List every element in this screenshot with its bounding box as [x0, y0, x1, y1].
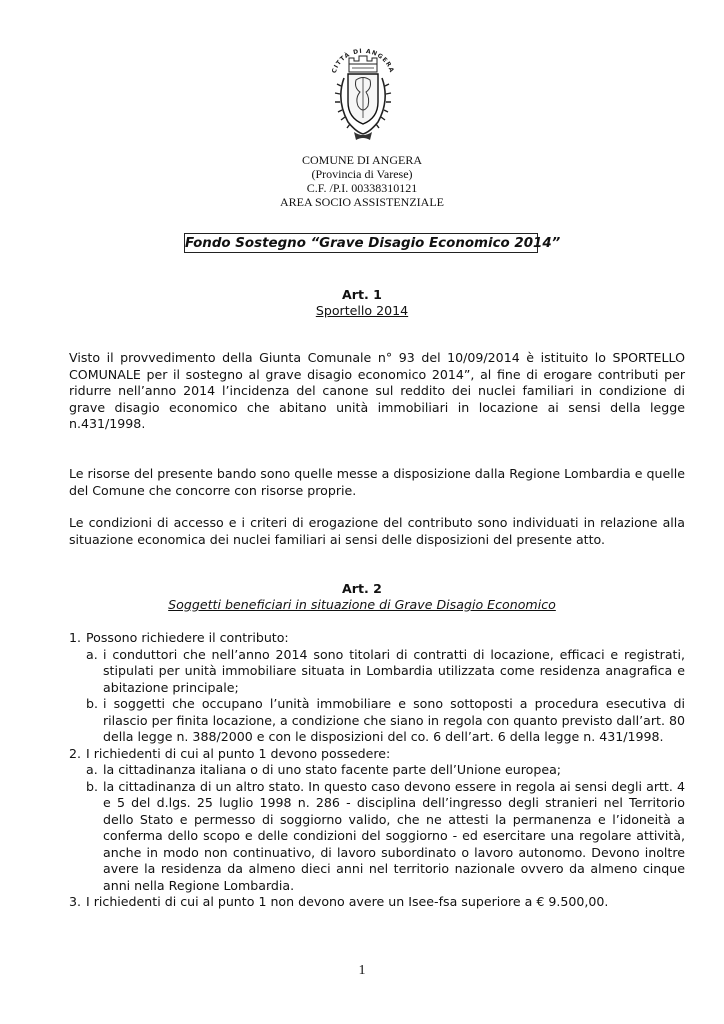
sub-list-item: a. la cittadinanza italiana o di uno stato facente parte dell’Unione europea; — [86, 762, 562, 777]
svg-text:CITTÀ DI ANGERA: CITTÀ DI ANGERA — [330, 47, 396, 75]
art1-paragraph-1: Visto il provvedimento della Giunta Comunale n° 93 del 10/09/2014 è istituito lo SPORTELLO COMUNALE per il sostegno al grave disagio economico 2014”, al fine di erogare contributi per ridurre nell’anno 2014 l’incidenza del canone sul reddito dei nuclei familiari in condizione di grave disagio economico che abitano unità immobiliari in locazione ai sensi della legge n.431/1998. — [69, 350, 685, 431]
art2-subtitle: Soggetti beneficiari in situazione di Grave Disagio Economico — [168, 597, 556, 612]
list-item: 3. I richiedenti di cui al punto 1 non devono avere un Isee-fsa superiore a € 9.500,00. — [69, 894, 609, 909]
list-item: 1. Possono richiedere il contributo: — [69, 630, 289, 645]
list-item: 2. I richiedenti di cui al punto 1 devono possedere: — [69, 745, 391, 761]
art1-heading: Art. 1 — [342, 287, 382, 302]
art1-subtitle: Sportello 2014 — [315, 303, 409, 318]
comune-name: COMUNE DI ANGERA — [302, 153, 422, 167]
sub-list-item: a. i conduttori che nell’anno 2014 sono titolari di contratti di locazione, efficaci e registrati, stipulati per unità immobiliare situata in Lombardia utilizzata come residenza anagrafica e abitazione principale; — [86, 646, 685, 695]
sub-list-item: b. i soggetti che occupano l’unità immobiliare e sono sottoposti a procedura esecutiva di rilascio per finita locazione, a condizione che siano in regola con quanto previsto dall’art. 80 della legge n. 388/2000 e con le disposizioni del co. 6 dell’art. 6 della legge n. 431/1998. — [86, 696, 685, 744]
tax-code: C.F. /P.I. 00338310121 — [306, 181, 418, 195]
page-number: 1 — [358, 963, 366, 978]
provincia: (Provincia di Varese) — [311, 167, 413, 181]
comune-crest-logo — [326, 44, 400, 144]
beneficiaries-list — [69, 630, 685, 911]
document-title: Fondo Sostegno “Grave Disagio Economico 2014” — [184, 233, 538, 253]
area-name: AREA SOCIO ASSISTENZIALE — [279, 195, 444, 209]
sub-list-item: b. la cittadinanza di un altro stato. In questo caso devono essere in regola ai sensi degli artt. 4 e 5 del d.lgs. 25 luglio 1998 n. 286 - disciplina dell’ingresso degli stranieri nel Territorio dello Stato e permesso di soggiorno valido, che ne attesti la permanenza e l’idoneità a conferma dello scopo e delle condizioni del soggiorno - ed esercitare una regolare attività, anche in modo non continuativo, di lavoro subordinato o lavoro autonomo. Devono inoltre avere la residenza da almeno dieci anni nel territorio nazionale ovvero da almeno cinque anni nella Regione Lombardia. — [86, 778, 685, 893]
art2-heading: Art. 2 — [342, 581, 382, 596]
art1-paragraph-3: Le condizioni di accesso e i criteri di erogazione del contributo sono individuati in relazione alla situazione economica dei nuclei familiari ai sensi delle disposizioni del presente atto. — [69, 515, 685, 547]
art1-paragraph-2: Le risorse del presente bando sono quelle messe a disposizione dalla Regione Lombardia e quelle del Comune che concorre con risorse proprie. — [69, 466, 685, 498]
